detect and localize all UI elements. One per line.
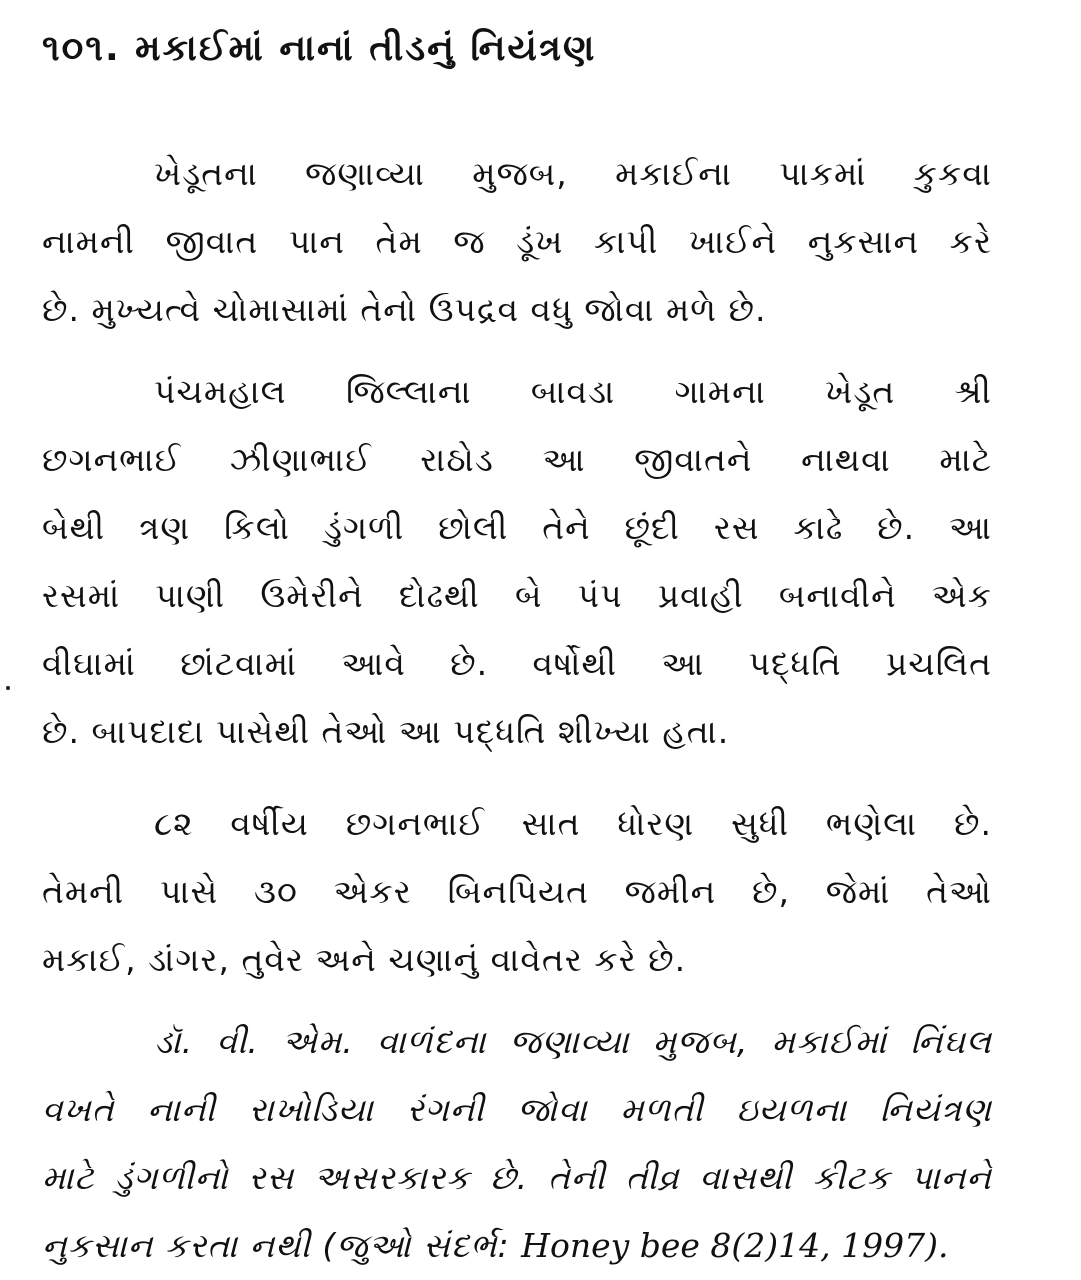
paragraph-line: વખતે નાની રાખોડિયા રંગની જોવા મળતી ઇયળના નિયંત્રણ xyxy=(42,1090,992,1129)
paragraph-line: છે. મુખ્યત્વે ચોમાસામાં તેનો ઉપદ્રવ વધુ જોવા મળે છે. xyxy=(42,290,767,329)
page-title: ૧૦૧. મકાઈમાં નાનાં તીડનું નિયંત્રણ xyxy=(42,28,597,69)
paragraph-line: નુકસાન કરતા નથી (જુઓ સંદર્ભ: xyxy=(42,1226,510,1265)
paragraph-1 xyxy=(42,140,992,344)
paragraph-line: મકાઈ, ડાંગર, તુવેર અને ચણાનું વાવેતર કરે છે. xyxy=(42,940,687,979)
paragraph-4 xyxy=(42,1008,992,1280)
paragraph-line: પંચમહાલ જિલ્લાના બાવડા ગામના ખેડૂત શ્રી xyxy=(154,372,992,411)
paragraph-line: છે. બાપદાદા પાસેથી તેઓ આ પદ્ધતિ શીખ્યા હતા. xyxy=(42,712,730,751)
paragraph-2 xyxy=(42,358,992,766)
paragraph-3 xyxy=(42,790,992,994)
paragraph-line-with-reference xyxy=(42,1212,992,1280)
reference-citation: Honey bee 8(2)14, 1997). xyxy=(521,1226,949,1265)
paragraph-line: તેમની પાસે ૩૦ એકર બિનપિયત જમીન છે, જેમાં તેઓ xyxy=(42,872,992,911)
paragraph-line: ડૉ. વી. એમ. વાળંદના જણાવ્યા મુજબ, મકાઈમાં નિંઘલ xyxy=(154,1022,992,1061)
stray-mark xyxy=(6,686,10,690)
paragraph-line: રસમાં પાણી ઉમેરીને દોઢથી બે પંપ પ્રવાહી બનાવીને એક xyxy=(42,576,992,615)
paragraph-line: વીઘામાં છાંટવામાં આવે છે. વર્ષોથી આ પદ્ધતિ પ્રચલિત xyxy=(42,644,992,683)
paragraph-line: બેથી ત્રણ કિલો ડુંગળી છોલી તેને છૂંદી રસ કાઢે છે. આ xyxy=(42,508,992,547)
paragraph-line: ખેડૂતના જણાવ્યા મુજબ, મકાઈના પાકમાં કુકવા xyxy=(154,154,992,193)
paragraph-line: ૮૨ વર્ષીય છગનભાઈ સાત ધોરણ સુધી ભણેલા છે. xyxy=(154,804,992,843)
paragraph-line: માટે ડુંગળીનો રસ અસરકારક છે. તેની તીવ્ર વાસથી કીટક પાનને xyxy=(42,1158,992,1197)
paragraph-line: છગનભાઈ ઝીણાભાઈ રાઠોડ આ જીવાતને નાથવા માટે xyxy=(42,440,992,479)
paragraph-line: નામની જીવાત પાન તેમ જ ડૂંખ કાપી ખાઈને નુકસાન કરે xyxy=(42,222,992,261)
